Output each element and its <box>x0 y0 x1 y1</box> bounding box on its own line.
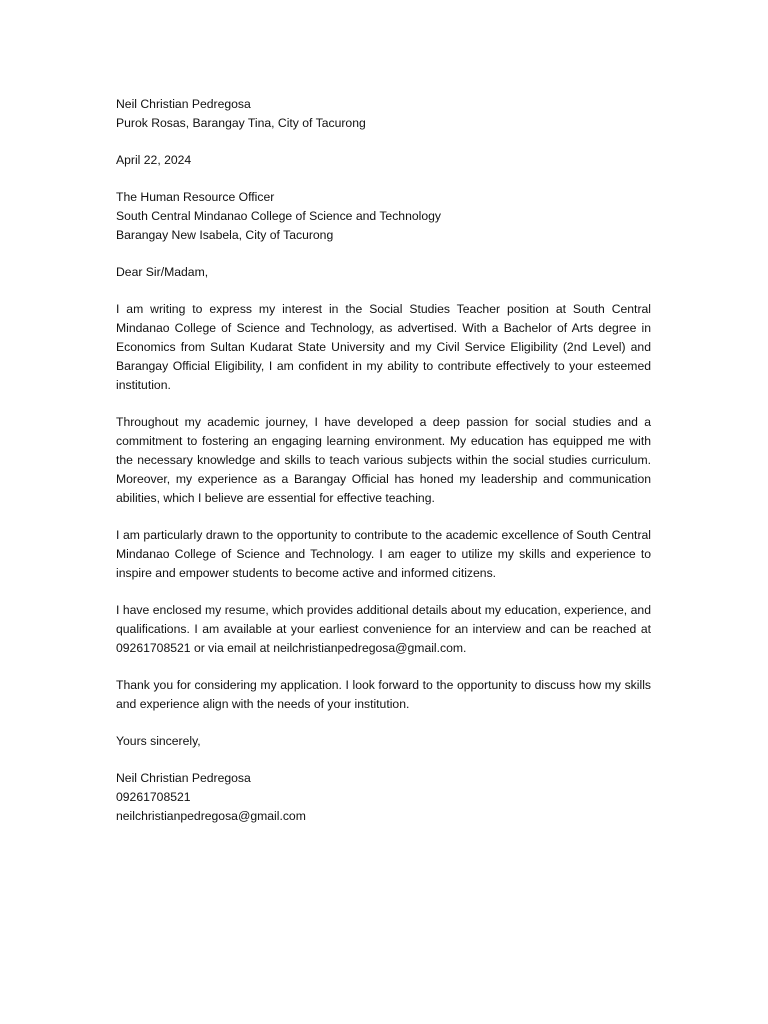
signature-block <box>116 769 651 826</box>
recipient-organization: South Central Mindanao College of Science and Technology <box>116 209 441 223</box>
recipient-block <box>116 188 651 245</box>
body-paragraph-1: I am writing to express my interest in the Social Studies Teacher position at South Central Mindanao College of Science and Technology, as advertised. With a Bachelor of Arts degree in Economics from Sultan Kudarat State University and my Civil Service Eligibility (2nd Level) and Barangay Official Eligibility, I am confident in my ability to contribute effectively to your esteemed institution. <box>116 302 651 392</box>
letter-date: April 22, 2024 <box>116 153 192 167</box>
closing: Yours sincerely, <box>116 734 201 748</box>
sender-block <box>116 95 651 133</box>
body-paragraph-3: I am particularly drawn to the opportunity to contribute to the academic excellence of South Central Mindanao College of Science and Technology. I am eager to utilize my skills and experience to inspire and empower students to become active and informed citizens. <box>116 528 651 580</box>
salutation: Dear Sir/Madam, <box>116 265 209 279</box>
recipient-title: The Human Resource Officer <box>116 190 275 204</box>
cover-letter <box>116 95 651 844</box>
signature-email: neilchristianpedregosa@gmail.com <box>116 809 306 823</box>
date-block <box>116 151 651 170</box>
sender-address: Purok Rosas, Barangay Tina, City of Tacurong <box>116 116 366 130</box>
closing-block <box>116 732 651 751</box>
signature-phone: 09261708521 <box>116 790 191 804</box>
sender-name: Neil Christian Pedregosa <box>116 97 251 111</box>
body-paragraph-4: I have enclosed my resume, which provides additional details about my education, experience, and qualifications. I am available at your earliest convenience for an interview and can be reached at 09261708521 or via email at neilchristianpedregosa@gmail.com. <box>116 603 651 655</box>
recipient-address: Barangay New Isabela, City of Tacurong <box>116 228 334 242</box>
salutation-block <box>116 263 651 282</box>
body-paragraph-5: Thank you for considering my application. I look forward to the opportunity to discuss how my skills and experience align with the needs of your institution. <box>116 678 651 711</box>
signature-name: Neil Christian Pedregosa <box>116 771 251 785</box>
body-paragraph-2: Throughout my academic journey, I have developed a deep passion for social studies and a commitment to fostering an engaging learning environment. My education has equipped me with the necessary knowledge and skills to teach various subjects within the social studies curriculum. Moreover, my experience as a Barangay Official has honed my leadership and communication abilities, which I believe are essential for effective teaching. <box>116 415 651 505</box>
